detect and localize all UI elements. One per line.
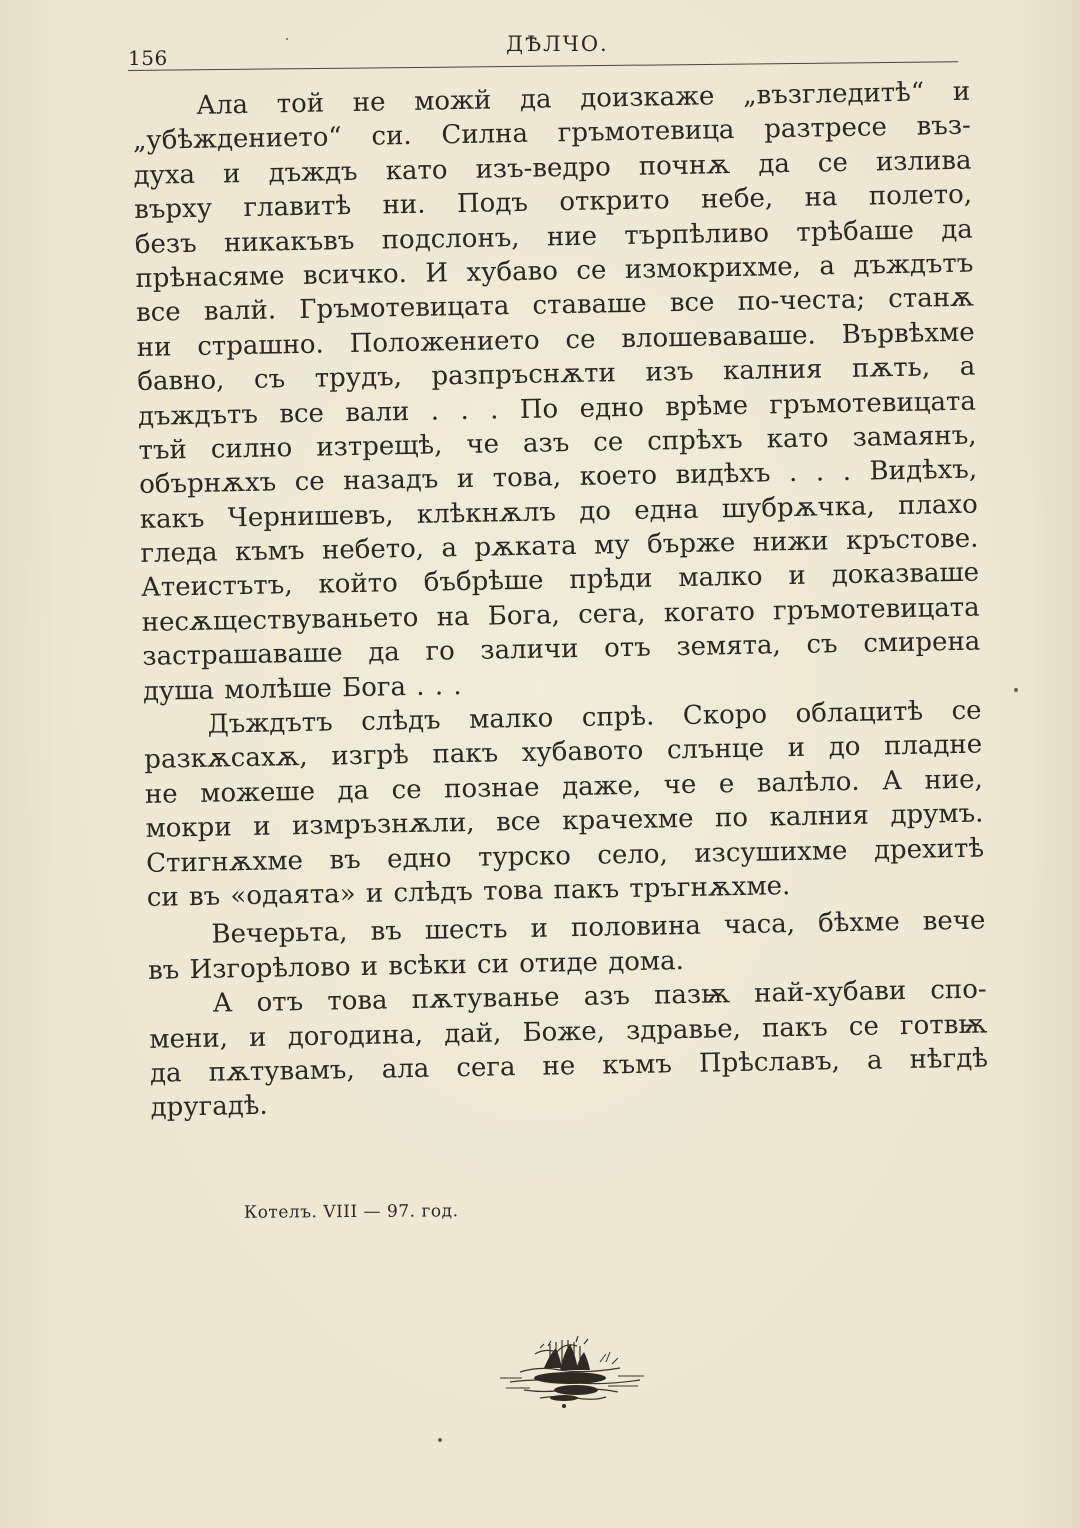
text-line: мокри и измръзнѫли, все крачехме по калния друмъ. (145, 798, 984, 845)
body-text (132, 75, 989, 1126)
text-line: да пѫтувамъ, ала сега не къмъ Прѣславъ, а нѣгдѣ (149, 1043, 989, 1089)
text-line: безъ никакъвъ подслонъ, ние търпѣливо трѣбаше да (134, 214, 973, 260)
engraved-landscape-vignette-icon (480, 1332, 660, 1412)
text-line: Стигнѫхме въ едно турско село, изсушихме дрехитѣ (145, 833, 985, 879)
text-line: все валй. Гръмотевицата ставаше все по-честа; станѫ (135, 282, 975, 329)
text-line: застрашаваше да го заличи отъ земята, съ смирена (142, 626, 981, 673)
text-line: разкѫсахѫ, изгрѣ пакъ хубавото слънце и до пладне (144, 729, 983, 776)
text-line: душа молѣше Бога . . . (142, 670, 462, 707)
header-rule (128, 61, 958, 71)
text-line: мени, и догодина, дай, Боже, здравье, пакъ се готвѭ (149, 1009, 988, 1055)
text-line: бавно, съ трудъ, разпръснѫти изъ калния пѫть, а (137, 351, 976, 398)
paper-speck (286, 38, 288, 40)
text-line: въ Изгорѣлово и всѣки си отиде дома. (147, 945, 685, 986)
text-line: не можеше да се познае даже, че е валѣло. А ние, (144, 764, 984, 810)
text-line: Дъждътъ слѣдъ малко спрѣ. Скоро облацитѣ се (207, 695, 982, 740)
text-line: Атеистътъ, който бъбрѣше прѣди малко и доказваше (140, 558, 980, 604)
text-line: ни страшно. Положението се влошеваваше. Вървѣхме (136, 317, 975, 363)
text-line: несѫществуваньето на Бога, сега, когато гръмотевицата (141, 592, 980, 638)
text-line: дъждътъ все вали . . . По едно врѣме гръмотевицата (137, 386, 977, 432)
place-date-signature: Котелъ. VIII — 97. год. (243, 1201, 459, 1223)
text-line: „убѣждението“ си. Силна гръмотевица разтресе въз- (132, 111, 972, 157)
text-line: прѣнасяме всичко. И хубаво се измокрихме, а дъждътъ (135, 248, 974, 294)
text-line: си въ «одаята» и слѣдъ това пакъ тръгнѫхме. (146, 871, 791, 913)
paper-speck (1014, 688, 1018, 692)
text-line: Вечерьта, въ шесть и половина часа, бѣхме вече (211, 905, 986, 951)
text-line: върху главитѣ ни. Подъ открито небе, на полето, (133, 179, 973, 226)
text-line: какъ Чернишевъ, клѣкнѫлъ до една шубрѫчка, плахо (139, 489, 979, 535)
page-number: 156 (128, 46, 168, 70)
ornament-dot (562, 1404, 566, 1408)
page-header (128, 28, 958, 72)
text-line: обърнѫхъ се назадъ и това, което видѣхъ . . . Видѣхъ, (138, 454, 978, 501)
text-line: другадѣ. (150, 1091, 268, 1124)
text-line: А отъ това пѫтуванье азъ пазѭ най-хубави спо- (212, 974, 987, 1019)
text-line: гледа къмъ небето, а рѫката му бърже нижи кръстове. (140, 523, 979, 569)
running-title: ДѢЛЧО. (506, 32, 609, 56)
text-line: духа и дъждъ като изъ-ведро почнѫ да се излива (133, 145, 972, 191)
paper-speck (438, 1438, 442, 1442)
text-line: тъй силно изтрещѣ, че азъ се спрѣхъ като замаянъ, (138, 420, 977, 466)
text-line: Ала той не можй да доизкаже „възгледитѣ“ и (196, 76, 971, 121)
